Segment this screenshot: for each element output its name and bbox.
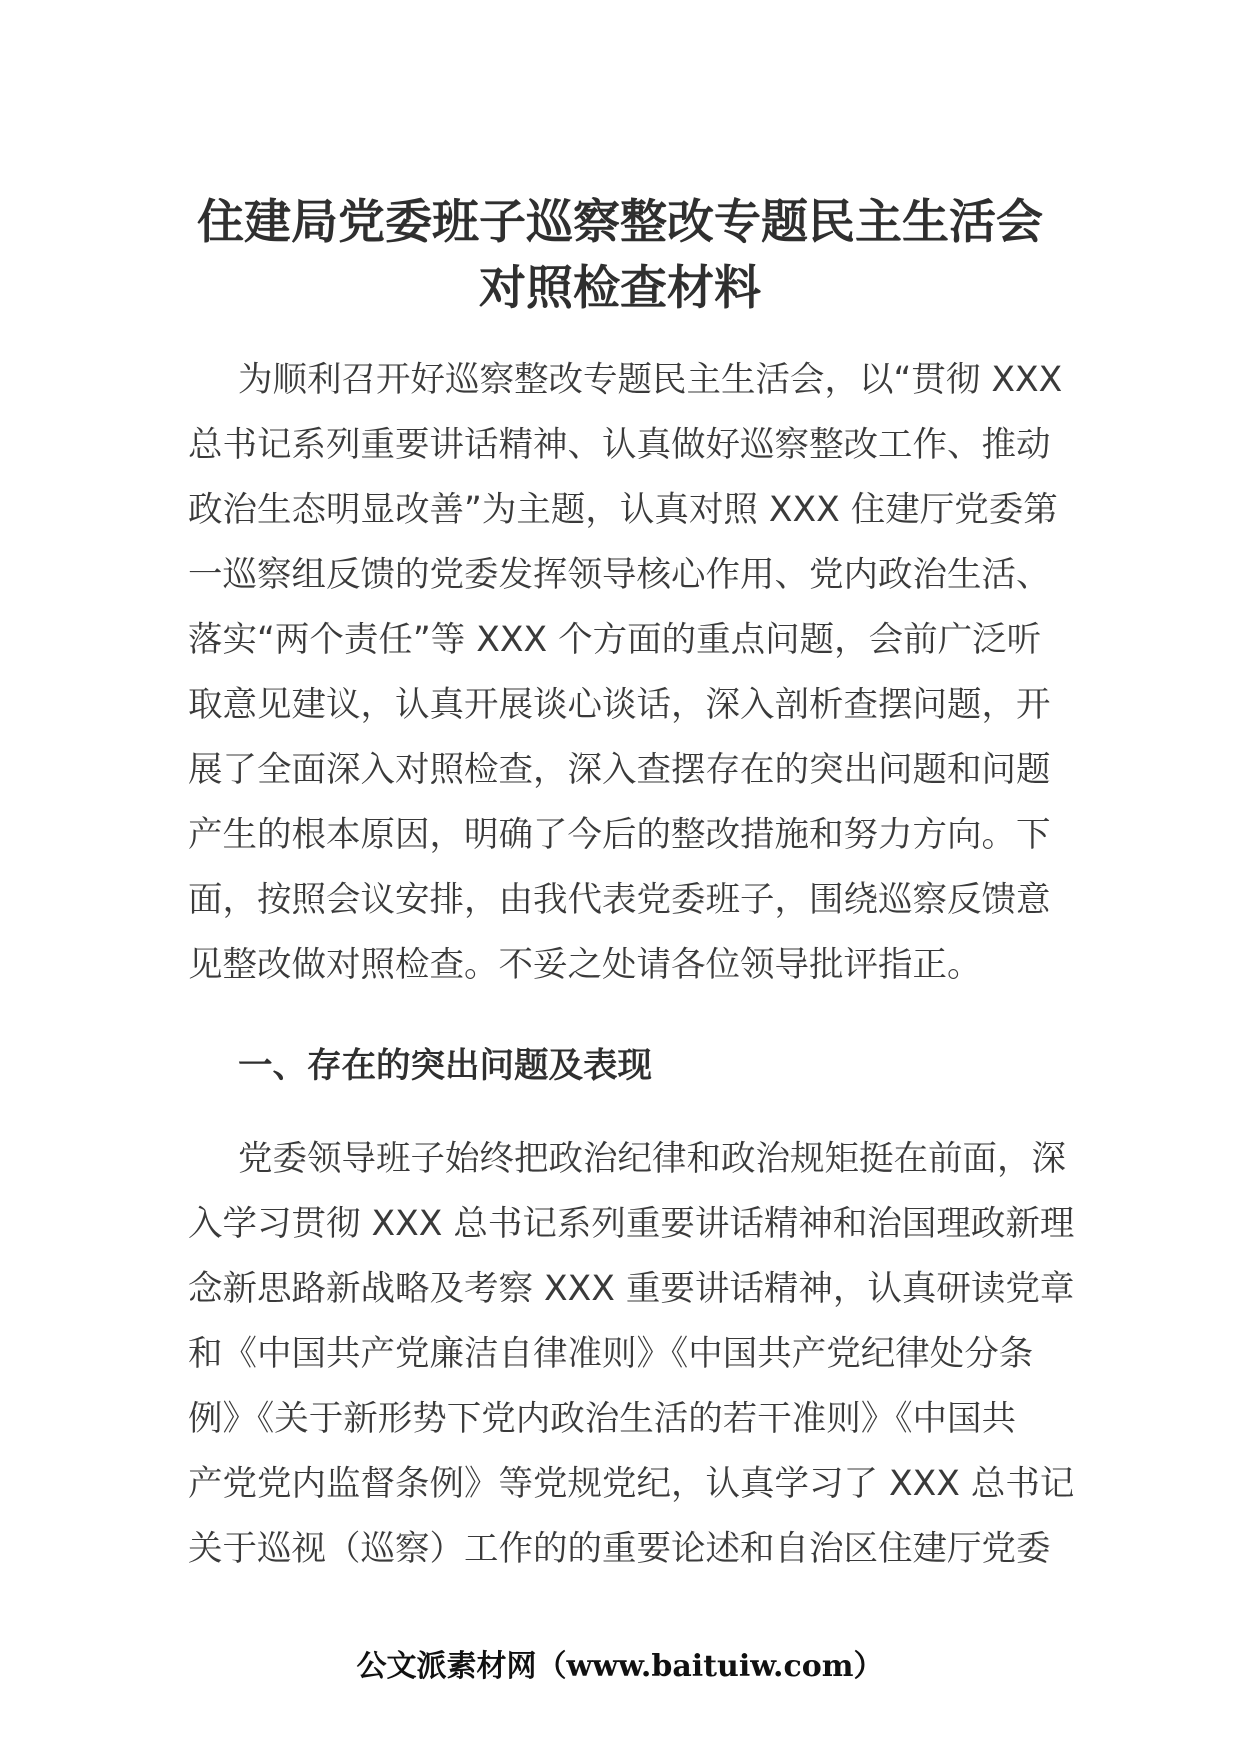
paragraph-line: 为顺利召开好巡察整改专题民主生活会，以“贯彻 XXX	[238, 360, 1063, 400]
paragraph-line: 和《中国共产党廉洁自律准则》《中国共产党纪律处分条	[188, 1334, 1034, 1374]
intro-paragraph	[188, 348, 1063, 998]
paragraph-line: 产生的根本原因，明确了今后的整改措施和努力方向。下	[188, 815, 1051, 855]
paragraph-line: 面，按照会议安排，由我代表党委班子，围绕巡察反馈意	[188, 880, 1051, 920]
paragraph-line: 产党党内监督条例》等党规党纪，认真学习了 XXX 总书记	[188, 1464, 1075, 1504]
paragraph-line: 念新思路新战略及考察 XXX 重要讲话精神，认真研读党章	[188, 1269, 1075, 1309]
paragraph-line: 取意见建议，认真开展谈心谈话，深入剖析查摆问题，开	[188, 685, 1051, 725]
paragraph-line: 关于巡视（巡察）工作的的重要论述和自治区住建厅党委	[188, 1529, 1051, 1569]
paragraph-line: 落实“两个责任”等 XXX 个方面的重点问题，会前广泛听	[188, 620, 1042, 660]
document-title-line2: 对照检查材料	[479, 261, 761, 316]
section-heading: 一、存在的突出问题及表现	[238, 1046, 652, 1086]
footer-watermark: 公文派素材网（www.baituiw.com）	[356, 1649, 884, 1684]
paragraph-line: 党委领导班子始终把政治纪律和政治规矩挺在前面，深	[238, 1139, 1066, 1179]
paragraph-line: 政治生态明显改善”为主题，认真对照 XXX 住建厅党委第	[188, 490, 1058, 530]
section1-paragraph	[188, 1127, 1075, 1582]
paragraph-line: 入学习贯彻 XXX 总书记系列重要讲话精神和治国理政新理	[188, 1204, 1075, 1244]
paragraph-line: 展了全面深入对照检查，深入查摆存在的突出问题和问题	[188, 750, 1051, 790]
paragraph-line: 见整改做对照检查。不妥之处请各位领导批评指正。	[188, 945, 982, 985]
paragraph-line: 总书记系列重要讲话精神、认真做好巡察整改工作、推动	[188, 425, 1051, 465]
paragraph-line: 一巡察组反馈的党委发挥领导核心作用、党内政治生活、	[188, 555, 1051, 595]
document-title-line1: 住建局党委班子巡察整改专题民主生活会	[197, 195, 1043, 250]
paragraph-line: 例》《关于新形势下党内政治生活的若干准则》《中国共	[188, 1399, 1016, 1439]
